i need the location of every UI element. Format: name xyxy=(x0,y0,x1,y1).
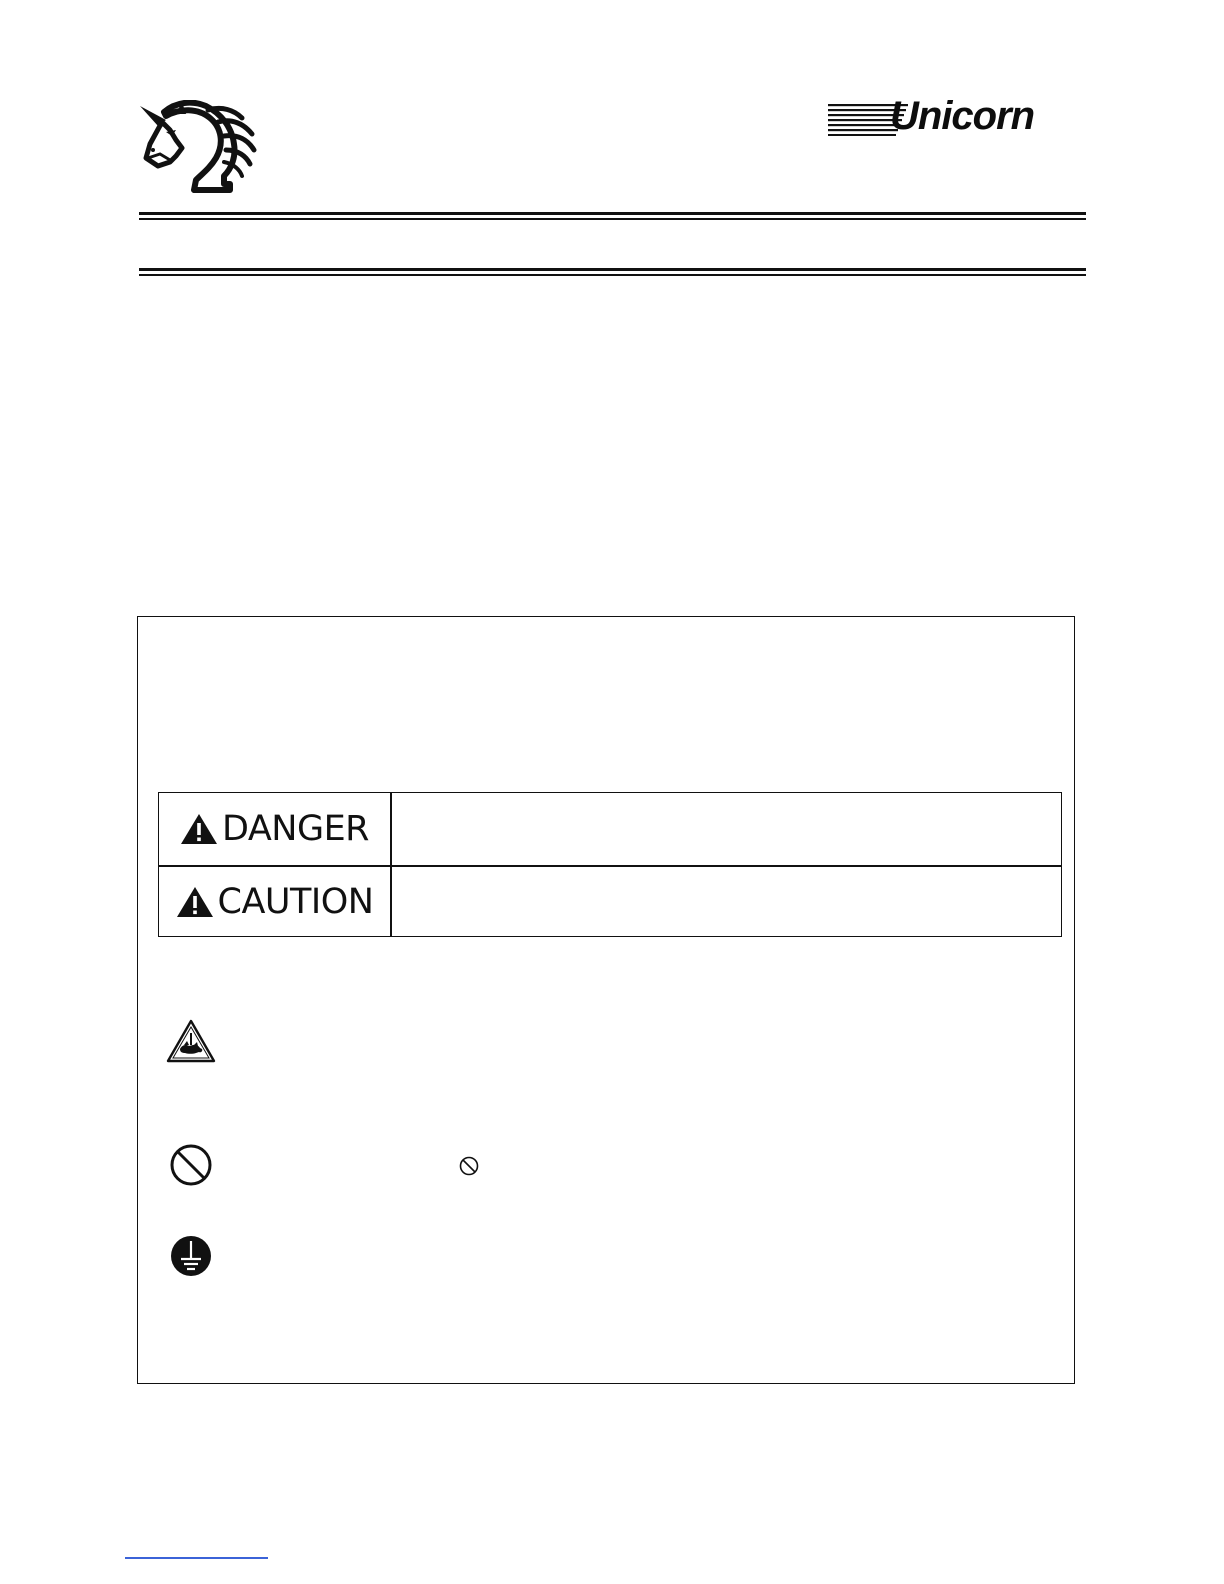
caution-row xyxy=(159,867,390,937)
header-rule-bottom xyxy=(139,268,1086,276)
caution-label: CAUTION xyxy=(217,881,374,922)
safety-box xyxy=(137,616,1075,1384)
signal-word-table xyxy=(158,792,1062,937)
ground-icon xyxy=(169,1234,213,1278)
warning-triangle-icon xyxy=(180,813,218,845)
danger-label: DANGER xyxy=(221,808,369,849)
link-underline[interactable] xyxy=(125,1557,268,1559)
brand-logo xyxy=(828,94,1074,140)
danger-row xyxy=(159,793,390,865)
prohibition-small-icon xyxy=(458,1155,480,1177)
header-rule-top xyxy=(139,212,1086,220)
unicorn-head-icon xyxy=(136,100,260,198)
brand-wordmark: Unicorn xyxy=(890,94,1035,138)
warning-triangle-icon xyxy=(176,886,214,918)
prohibition-icon xyxy=(169,1143,213,1187)
hand-hazard-icon xyxy=(166,1019,216,1063)
